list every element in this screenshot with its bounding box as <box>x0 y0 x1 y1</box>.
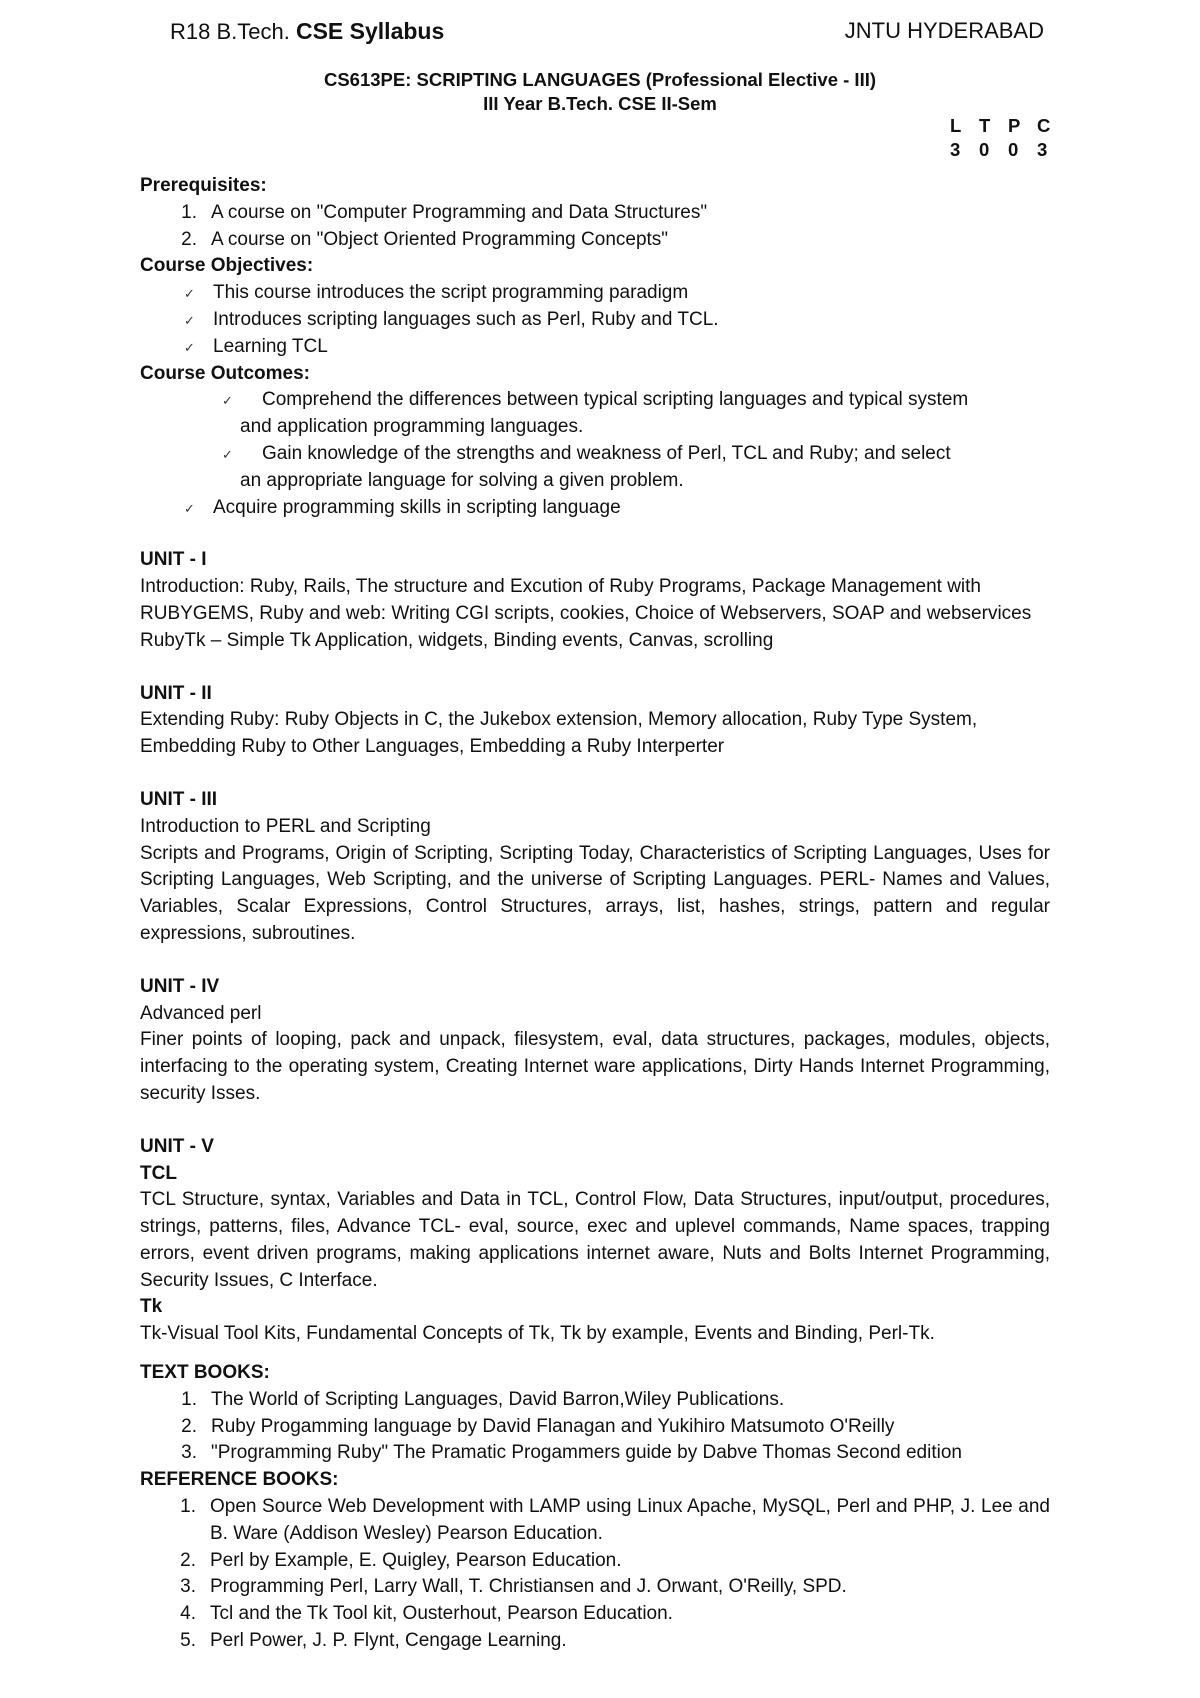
list-item <box>140 1548 1050 1575</box>
page-header-left <box>170 18 444 45</box>
unit-1-heading: UNIT - I <box>140 549 207 571</box>
list-text: Gain knowledge of the strengths and weakness of Perl, TCL and Ruby; and select <box>262 442 951 464</box>
references-list <box>140 1494 1050 1655</box>
unit-3-heading: UNIT - III <box>140 788 218 810</box>
outcomes-heading: Course Outcomes: <box>140 362 310 384</box>
list-number: 3. <box>180 1576 196 1598</box>
unit-3-text: Scripts and Programs, Origin of Scripting, Scripting Today, Characteristics of Scripting Languages, Uses for Scripting Languages, Web Scripting, and the universe of Scripting Languages. PERL- Names and Values, Variables, Scalar Expressions, Control Structures, arrays, list, hashes, strings, pattern and regular expressions, subroutines. <box>140 842 1050 944</box>
ltpc-label: L <box>950 115 962 136</box>
list-item <box>140 307 1050 334</box>
unit-1-text: Introduction: Ruby, Rails, The structure and Excution of Ruby Programs, Package Management with RUBYGEMS, Ruby and web: Writing CGI scripts, cookies, Choice of Webservers, SOAP and webservices <box>140 576 1032 624</box>
list-text-continued: an appropriate language for solving a given problem. <box>240 469 684 491</box>
list-text: Ruby Progamming language by David Flanagan and Yukihiro Matsumoto O'Reilly <box>211 1415 895 1437</box>
list-text: Tcl and the Tk Tool kit, Ousterhout, Pearson Education. <box>210 1603 673 1625</box>
unit-5-tcl-text: TCL Structure, syntax, Variables and Data in TCL, Control Flow, Data Structures, input/output, procedures, strings, patterns, files, Advance TCL- eval, source, exec and uplevel commands, Name spaces, trapping errors, event driven programs, making applications internet aware, Nuts and Bolts Internet Programming, Security Issues, C Interface. <box>140 1189 1050 1291</box>
list-text: A course on "Computer Programming and Data Structures" <box>211 201 708 223</box>
list-number: 1. <box>180 1496 196 1518</box>
list-text: Perl by Example, E. Quigley, Pearson Education. <box>210 1549 622 1571</box>
list-item <box>140 200 1050 227</box>
syllabus-content <box>140 173 1050 1655</box>
unit-5-tk-text: Tk-Visual Tool Kits, Fundamental Concepts of Tk, Tk by example, Events and Binding, Perl-Tk. <box>140 1323 935 1345</box>
list-text: This course introduces the script programming paradigm <box>213 282 689 304</box>
textbooks-heading: TEXT BOOKS: <box>140 1362 270 1384</box>
header-program: R18 B.Tech. <box>170 19 290 44</box>
header-syllabus: CSE Syllabus <box>295 18 445 44</box>
unit-4-subtitle: Advanced perl <box>140 1002 262 1024</box>
checkmark-icon: ✓ <box>222 446 233 462</box>
ltpc-labels-row <box>950 114 1066 138</box>
list-text: "Programming Ruby" The Pramatic Progammers guide by Dabve Thomas Second edition <box>211 1442 962 1464</box>
list-item <box>140 1440 1050 1467</box>
list-item <box>140 1494 1050 1548</box>
list-text: Programming Perl, Larry Wall, T. Christiansen and J. Orwant, O'Reilly, SPD. <box>210 1576 847 1598</box>
list-text: Open Source Web Development with LAMP using Linux Apache, MySQL, Perl and PHP, J. Lee and B. Ware (Addison Wesley) Pearson Education. <box>210 1496 1050 1544</box>
list-text: Introduces scripting languages such as Perl, Ruby and TCL. <box>213 308 719 330</box>
unit-4-heading: UNIT - IV <box>140 975 220 997</box>
ltpc-value: 3 <box>1037 139 1048 160</box>
unit-2-heading: UNIT - II <box>140 682 212 704</box>
list-number: 2. <box>181 228 197 250</box>
ltpc-values-row <box>950 138 1066 162</box>
ltpc-table <box>950 114 1066 162</box>
list-item <box>222 387 1050 414</box>
list-text-continued: and application programming languages. <box>240 416 584 438</box>
list-number: 2. <box>180 1549 196 1571</box>
objectives-list <box>140 280 1050 360</box>
list-item <box>140 1387 1050 1414</box>
list-item <box>140 1628 1050 1655</box>
unit-4-text: Finer points of looping, pack and unpack, filesystem, eval, data structures, packages, modules, objects, interfacing to the operating system, Creating Internet ware applications, Dirty Hands Internet Programming, security Isses. <box>140 1029 1050 1104</box>
list-item <box>222 441 1050 468</box>
course-title-line2: III Year B.Tech. CSE II-Sem <box>483 93 717 114</box>
ltpc-value: 0 <box>979 139 990 160</box>
unit-3-subtitle: Introduction to PERL and Scripting <box>140 815 431 837</box>
list-item <box>140 227 1050 254</box>
list-item <box>140 495 1050 522</box>
list-text: Comprehend the differences between typical scripting languages and typical system <box>262 389 969 411</box>
list-text: The World of Scripting Languages, David Barron,Wiley Publications. <box>211 1388 785 1410</box>
list-text: Perl Power, J. P. Flynt, Cengage Learning. <box>210 1630 567 1652</box>
list-number: 4. <box>180 1603 196 1625</box>
outcomes-list-extra <box>140 495 1050 522</box>
ltpc-label: T <box>979 115 991 136</box>
ltpc-label: P <box>1008 115 1021 136</box>
objectives-heading: Course Objectives: <box>140 255 314 277</box>
ltpc-value: 0 <box>1008 139 1019 160</box>
ltpc-label: C <box>1037 115 1051 136</box>
list-text: Acquire programming skills in scripting language <box>213 496 621 518</box>
prerequisites-list <box>140 200 1050 254</box>
list-text: A course on "Object Oriented Programming Concepts" <box>211 228 669 250</box>
list-item <box>140 1601 1050 1628</box>
list-number: 5. <box>180 1630 196 1652</box>
course-title-line1: CS613PE: SCRIPTING LANGUAGES (Professional Elective - III) <box>323 69 877 90</box>
list-item <box>140 334 1050 361</box>
list-number: 1. <box>181 201 197 223</box>
unit-5-tcl-subheading: TCL <box>140 1162 177 1184</box>
textbooks-list <box>140 1387 1050 1467</box>
list-number: 3. <box>181 1442 197 1464</box>
checkmark-icon: ✓ <box>184 312 195 328</box>
course-title <box>0 68 1200 116</box>
list-item <box>140 280 1050 307</box>
unit-2-text: Extending Ruby: Ruby Objects in C, the Jukebox extension, Memory allocation, Ruby Type System, Embedding Ruby to Other Languages, Embedding a Ruby Interperter <box>140 709 978 758</box>
list-text: Learning TCL <box>213 335 328 357</box>
list-item <box>140 1574 1050 1601</box>
list-number: 2. <box>181 1415 197 1437</box>
references-heading: REFERENCE BOOKS: <box>140 1469 339 1491</box>
prerequisites-heading: Prerequisites: <box>140 175 267 196</box>
page-header-right: JNTU HYDERABAD <box>844 18 1044 43</box>
unit-5-heading: UNIT - V <box>140 1135 214 1157</box>
list-item <box>140 1414 1050 1441</box>
outcomes-list <box>140 387 1050 494</box>
unit-5-tk-subheading: Tk <box>140 1296 163 1318</box>
checkmark-icon: ✓ <box>184 286 195 302</box>
checkmark-icon: ✓ <box>222 393 233 409</box>
unit-1-text: RubyTk – Simple Tk Application, widgets, Binding events, Canvas, scrolling <box>140 629 774 651</box>
ltpc-value: 3 <box>950 139 961 160</box>
checkmark-icon: ✓ <box>184 500 195 516</box>
list-number: 1. <box>181 1388 197 1410</box>
checkmark-icon: ✓ <box>184 339 195 355</box>
